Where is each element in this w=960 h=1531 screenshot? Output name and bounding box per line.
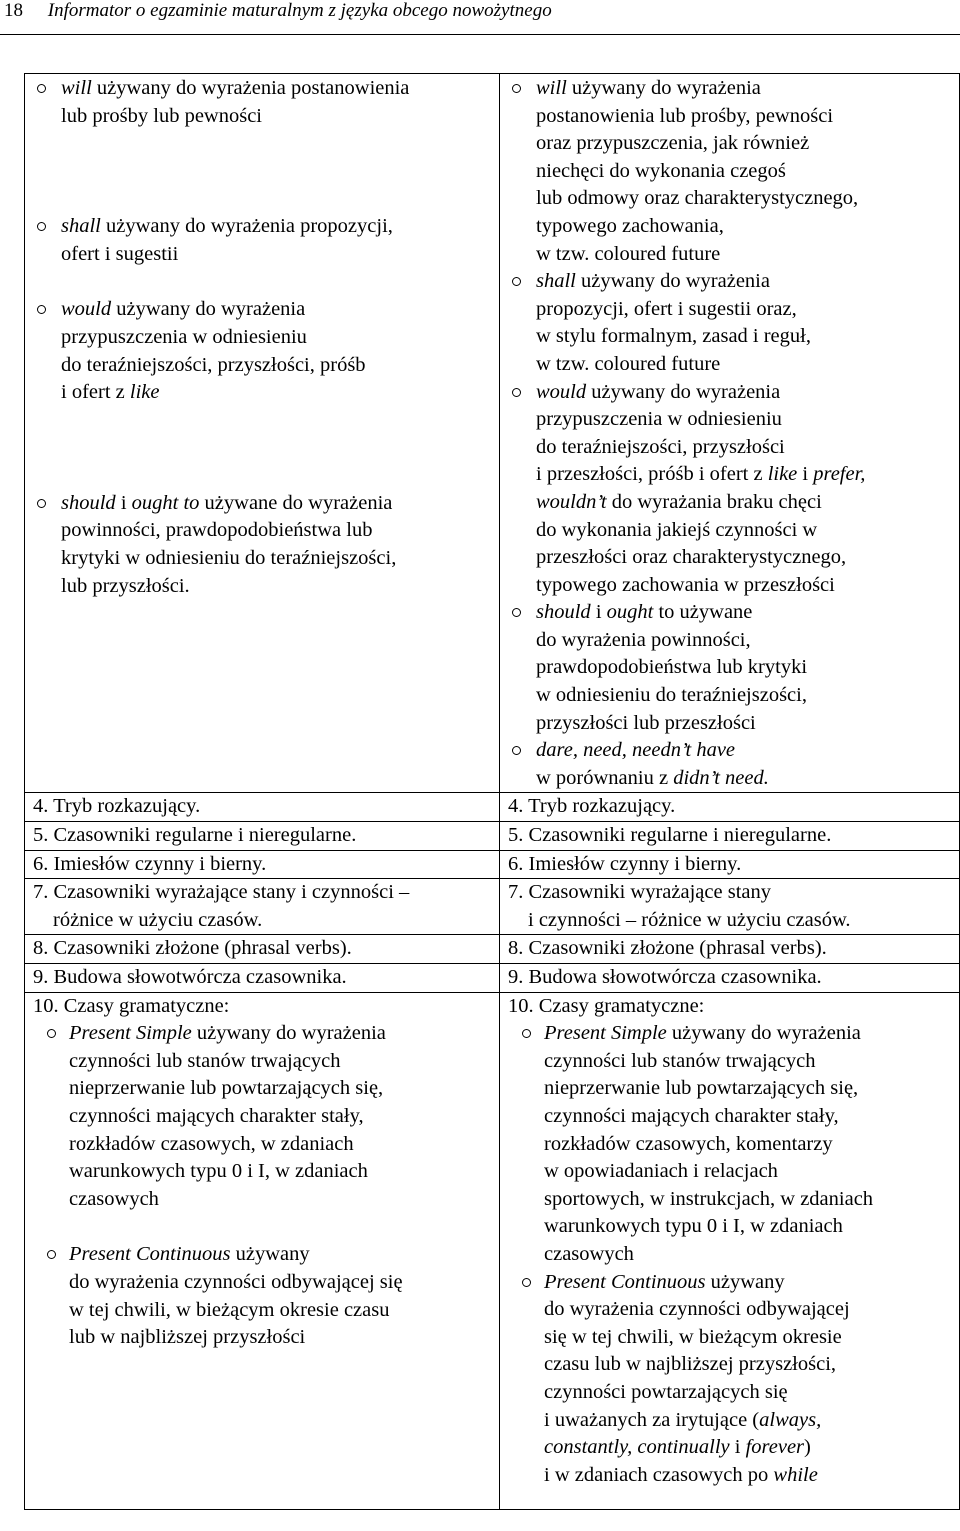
text-line xyxy=(69,1075,497,1103)
text-run: i uważanych za irytujące ( xyxy=(544,1408,760,1431)
text-run: się w tej chwili, w bieżącym okresie xyxy=(544,1325,842,1348)
text-line xyxy=(69,1324,497,1352)
italic-term: Present Simple xyxy=(544,1022,667,1045)
text-run: czynności powtarzających się xyxy=(544,1380,788,1403)
italic-term: like xyxy=(767,463,798,486)
row-text-right-cont: i czynności – różnice w użyciu czasów. xyxy=(528,908,851,931)
text-line xyxy=(544,1075,957,1103)
text-run: w tzw. coloured future xyxy=(536,242,721,265)
text-line xyxy=(544,1241,957,1269)
text-run: krytyki w odniesieniu do teraźniejszości, xyxy=(61,546,397,569)
text-run: sportowych, w instrukcjach, w zdaniach xyxy=(544,1187,874,1210)
row-text-left: 4. Tryb rozkazujący. xyxy=(33,795,201,818)
text-run: przyszłości lub przeszłości xyxy=(536,711,756,734)
text-line xyxy=(536,544,957,572)
text-line xyxy=(61,490,497,518)
text-run: to używane xyxy=(653,601,753,624)
text-line xyxy=(536,765,957,793)
text-run: i xyxy=(797,463,814,486)
text-line xyxy=(61,103,497,131)
bullet-icon xyxy=(522,1278,531,1287)
italic-term: while xyxy=(773,1463,818,1486)
text-run: lub przyszłości. xyxy=(61,574,190,597)
italic-term: ought xyxy=(606,601,654,624)
list-item xyxy=(504,1269,957,1490)
text-line xyxy=(61,517,497,545)
text-line xyxy=(536,323,957,351)
text-line xyxy=(536,75,957,103)
text-run: czasu lub w najbliższej przyszłości, xyxy=(544,1353,837,1376)
list-item xyxy=(504,737,957,792)
italic-term: Present Continuous xyxy=(544,1270,706,1293)
text-line xyxy=(544,1131,957,1159)
italic-term: constantly, continually xyxy=(544,1436,730,1459)
text-line xyxy=(536,461,957,489)
row-text-left: 7. Czasowniki wyrażające stany i czynności – xyxy=(33,881,410,904)
text-run: do teraźniejszości, przyszłości xyxy=(536,435,785,458)
row-text-left: 9. Budowa słowotwórcza czasownika. xyxy=(33,966,347,988)
text-line xyxy=(69,1186,497,1214)
text-run: w odniesieniu do teraźniejszości, xyxy=(536,684,807,707)
text-run: w porównaniu z xyxy=(536,766,674,789)
section-heading-left: 10. Czasy gramatyczne: xyxy=(33,994,230,1017)
text-run: w tzw. coloured future xyxy=(536,352,721,375)
text-run: lub odmowy oraz charakterystycznego, xyxy=(536,187,859,210)
text-line xyxy=(536,296,957,324)
text-line xyxy=(69,1158,497,1186)
bullet-icon xyxy=(37,84,46,93)
text-run: rozkładów czasowych, komentarzy xyxy=(544,1132,833,1155)
left-cell-tenses xyxy=(25,992,500,1509)
text-line xyxy=(536,434,957,462)
text-run: powinności, prawdopodobieństwa lub xyxy=(61,519,373,542)
text-line xyxy=(544,1269,957,1297)
text-line xyxy=(536,627,957,655)
list-item xyxy=(504,268,957,378)
text-line xyxy=(544,1296,957,1324)
text-run: do wyrażenia powinności, xyxy=(536,628,751,651)
text-line xyxy=(536,379,957,407)
italic-term: should xyxy=(61,491,116,514)
list-item xyxy=(29,213,497,268)
text-line xyxy=(61,75,497,103)
italic-term: didn’t need. xyxy=(673,766,769,789)
text-line xyxy=(544,1103,957,1131)
text-line xyxy=(69,1131,497,1159)
text-run: i ofert z xyxy=(61,381,130,404)
text-run: czynności lub stanów trwających xyxy=(69,1049,341,1072)
italic-term: prefer, xyxy=(813,463,866,486)
text-run: do wyrażenia czynności odbywającej xyxy=(544,1298,850,1321)
header-rule xyxy=(0,34,960,35)
page-number: 18 xyxy=(4,0,23,21)
text-run: propozycji, ofert i sugestii oraz, xyxy=(536,297,797,320)
text-run: nieprzerwanie lub powtarzających się, xyxy=(544,1077,859,1100)
text-run: używany do wyrażenia xyxy=(191,1022,386,1045)
italic-term: dare, need, needn’t have xyxy=(536,739,736,762)
text-run: używany xyxy=(230,1243,310,1266)
text-run: do wyrażania braku chęci xyxy=(606,490,822,513)
italic-term: would xyxy=(536,380,587,403)
text-run: typowego zachowania w przeszłości xyxy=(536,573,835,596)
text-run: warunkowych typu 0 i I, w zdaniach xyxy=(544,1215,843,1238)
text-run: ofert i sugestii xyxy=(61,242,179,265)
text-run: do teraźniejszości, przyszłości, próśb xyxy=(61,353,366,376)
text-line xyxy=(544,1324,957,1352)
text-line xyxy=(536,103,957,131)
table-row xyxy=(25,74,960,793)
table-row xyxy=(25,879,960,935)
text-line xyxy=(61,213,497,241)
text-line xyxy=(536,213,957,241)
text-run: używany do wyrażenia xyxy=(566,77,761,99)
italic-term: should xyxy=(536,601,591,624)
bullet-icon xyxy=(522,1029,531,1038)
text-line xyxy=(544,1407,957,1435)
text-line xyxy=(544,1186,957,1214)
text-line xyxy=(536,185,957,213)
italic-term: forever xyxy=(745,1436,805,1459)
left-cell-modals xyxy=(25,74,500,793)
italic-term: wouldn’t xyxy=(536,490,607,513)
text-line xyxy=(69,1048,497,1076)
text-line xyxy=(544,1020,957,1048)
text-line xyxy=(544,1351,957,1379)
table-row xyxy=(25,822,960,851)
bullet-icon xyxy=(37,305,46,314)
text-line xyxy=(69,1297,497,1325)
italic-term: shall xyxy=(536,270,576,293)
text-run: przeszłości oraz charakterystycznego, xyxy=(536,546,847,569)
text-run: oraz przypuszczenia, jak również xyxy=(536,132,810,155)
text-run: przypuszczenia w odniesieniu xyxy=(536,408,782,431)
text-run: używany do wyrażenia xyxy=(111,298,306,321)
text-run: używany xyxy=(705,1270,785,1293)
italic-term: like xyxy=(129,381,160,404)
text-run: nieprzerwanie lub powtarzających się, xyxy=(69,1077,384,1100)
bullet-icon xyxy=(512,746,521,755)
text-run: i xyxy=(590,601,607,624)
italic-term: will xyxy=(61,77,92,99)
list-item xyxy=(29,296,497,406)
text-line xyxy=(61,379,497,407)
table-row xyxy=(25,793,960,822)
text-run: i w zdaniach czasowych po xyxy=(544,1463,774,1486)
text-run: prawdopodobieństwa lub krytyki xyxy=(536,656,808,679)
list-item xyxy=(29,75,497,130)
text-line xyxy=(536,517,957,545)
text-line xyxy=(544,1158,957,1186)
text-line xyxy=(536,268,957,296)
text-run: używany do wyrażenia postanowienia xyxy=(91,77,410,99)
text-run: i przeszłości, próśb i ofert z xyxy=(536,463,768,486)
italic-term: always, xyxy=(759,1408,822,1431)
italic-term: shall xyxy=(61,215,101,238)
text-line xyxy=(536,158,957,186)
text-run: warunkowych typu 0 i I, w zdaniach xyxy=(69,1160,368,1183)
row-text-left: 5. Czasowniki regularne i nieregularne. xyxy=(33,824,357,847)
row-text-left-cont: różnice w użyciu czasów. xyxy=(53,908,263,931)
italic-term: will xyxy=(536,77,567,99)
text-line xyxy=(536,351,957,379)
text-line xyxy=(61,296,497,324)
text-run: przypuszczenia w odniesieniu xyxy=(61,325,307,348)
row-text-right: 7. Czasowniki wyrażające stany xyxy=(508,881,771,904)
text-run: ) xyxy=(804,1436,811,1459)
text-line xyxy=(536,654,957,682)
bullet-icon xyxy=(47,1029,56,1038)
text-line xyxy=(536,599,957,627)
text-line xyxy=(544,1379,957,1407)
page-header xyxy=(4,0,552,22)
row-text-left: 6. Imiesłów czynny i bierny. xyxy=(33,852,267,875)
list-item xyxy=(504,1020,957,1268)
right-cell-modals xyxy=(500,74,960,793)
text-run: lub w najbliższej przyszłości xyxy=(69,1326,306,1349)
text-run: czasowych xyxy=(69,1187,159,1210)
text-line xyxy=(69,1020,497,1048)
text-line xyxy=(69,1269,497,1297)
text-line xyxy=(544,1462,957,1490)
italic-term: Present Continuous xyxy=(69,1243,231,1266)
text-run: używane do wyrażenia xyxy=(199,491,393,514)
text-line xyxy=(536,737,957,765)
row-text-right: 8. Czasowniki złożone (phrasal verbs). xyxy=(508,937,827,960)
text-line xyxy=(69,1241,497,1269)
bullet-icon xyxy=(512,84,521,93)
row-text-right: 4. Tryb rozkazujący. xyxy=(508,795,676,818)
italic-term: Present Simple xyxy=(69,1022,192,1045)
text-run: typowego zachowania, xyxy=(536,214,724,237)
text-line xyxy=(536,572,957,600)
row-text-left: 8. Czasowniki złożone (phrasal verbs). xyxy=(33,937,352,960)
text-run: używany do wyrażenia propozycji, xyxy=(100,215,393,238)
text-run: w stylu formalnym, zasad i reguł, xyxy=(536,325,811,348)
text-line xyxy=(61,352,497,380)
bullet-icon xyxy=(512,277,521,286)
bullet-icon xyxy=(37,499,46,508)
text-run: i xyxy=(115,491,132,514)
text-line xyxy=(61,545,497,573)
row-text-right: 5. Czasowniki regularne i nieregularne. xyxy=(508,824,832,847)
text-run: używany do wyrażenia xyxy=(586,380,781,403)
table-row xyxy=(25,992,960,1509)
text-line xyxy=(69,1103,497,1131)
text-run: i xyxy=(729,1436,746,1459)
bullet-icon xyxy=(512,608,521,617)
text-line xyxy=(536,406,957,434)
text-run: czynności lub stanów trwających xyxy=(544,1049,816,1072)
bullet-icon xyxy=(512,388,521,397)
table-row xyxy=(25,964,960,993)
text-line xyxy=(536,682,957,710)
text-run: w opowiadaniach i relacjach xyxy=(544,1160,778,1183)
text-line xyxy=(61,573,497,601)
italic-term: would xyxy=(61,298,112,321)
text-run: w tej chwili, w bieżącym okresie czasu xyxy=(69,1298,390,1321)
list-item xyxy=(504,75,957,268)
list-item xyxy=(504,379,957,600)
italic-term: ought to xyxy=(131,491,200,514)
section-heading-right: 10. Czasy gramatyczne: xyxy=(508,994,705,1017)
list-item xyxy=(29,1241,497,1351)
text-run: czynności mających charakter stały, xyxy=(544,1104,839,1127)
text-line xyxy=(61,241,497,269)
row-text-right: 9. Budowa słowotwórcza czasownika. xyxy=(508,966,822,988)
list-item xyxy=(504,599,957,737)
text-line xyxy=(61,324,497,352)
bullet-icon xyxy=(47,1250,56,1259)
text-line xyxy=(544,1434,957,1462)
list-item xyxy=(29,1020,497,1213)
text-line xyxy=(536,489,957,517)
text-line xyxy=(536,241,957,269)
text-line xyxy=(544,1213,957,1241)
text-line xyxy=(544,1048,957,1076)
text-run: używany do wyrażenia xyxy=(666,1022,861,1045)
text-line xyxy=(536,710,957,738)
text-run: czynności mających charakter stały, xyxy=(69,1104,364,1127)
text-run: czasowych xyxy=(544,1242,634,1265)
text-run: do wykonania jakiejś czynności w xyxy=(536,518,818,541)
page-title: Informator o egzaminie maturalnym z języka obcego nowożytnego xyxy=(47,0,552,21)
text-line xyxy=(536,130,957,158)
row-text-right: 6. Imiesłów czynny i bierny. xyxy=(508,852,742,875)
text-run: rozkładów czasowych, w zdaniach xyxy=(69,1132,354,1155)
text-run: używany do wyrażenia xyxy=(575,270,770,293)
text-run: do wyrażenia czynności odbywającej się xyxy=(69,1270,403,1293)
text-run: postanowienia lub prośby, pewności xyxy=(536,104,834,127)
bullet-icon xyxy=(37,222,46,231)
text-run: lub prośby lub pewności xyxy=(61,104,262,127)
list-item xyxy=(29,490,497,600)
table-row xyxy=(25,850,960,879)
text-run: niechęci do wykonania czegoś xyxy=(536,159,786,182)
comparison-table xyxy=(24,73,960,1510)
right-cell-tenses xyxy=(500,992,960,1509)
table-row xyxy=(25,935,960,964)
